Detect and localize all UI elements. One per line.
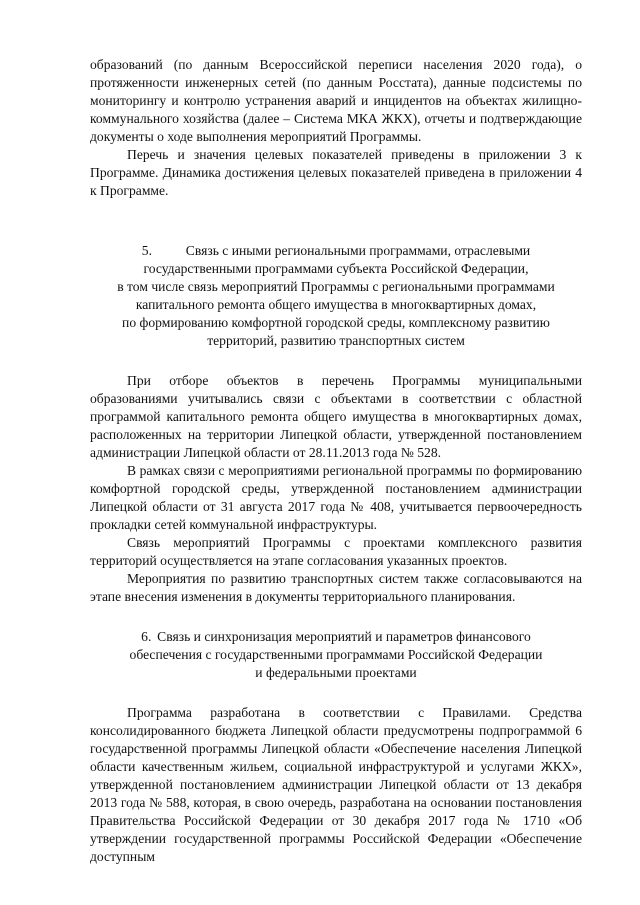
section-6-heading-line-1: 6. Связь и синхронизация мероприятий и параметров финансового (141, 629, 531, 644)
paragraph-top-1: образований (по данным Всероссийской переписи населения 2020 года), о протяженности инженерных сетей (по данным Росстата), данные подсистемы по мониторингу и контролю устранения аварий и инцидентов на объектах жилищно-коммунального хозяйства (далее – Система МКА ЖКХ), отчеты и подтверждающие документы о ходе выполнения мероприятий Программы. (90, 57, 582, 144)
section-5-heading-line-5: по формированию комфортной городской среды, комплексному развитию (122, 315, 550, 330)
section-6-heading-line-2: обеспечения с государственными программами Российской Федерации (129, 647, 543, 662)
section-5-heading-line-6: территорий, развитию транспортных систем (207, 333, 465, 348)
section-5-paragraph-1: При отборе объектов в перечень Программы муниципальными образованиями учитывались связи с объектами в соответствии с областной программой капитального ремонта общего имущества в многоквартирных домах, расположенных на территории Липецкой области, утвержденной постановлением администрации Липецкой области от 28.11.2013 года № 528. (90, 373, 582, 460)
section-5-heading-line-3: в том числе связь мероприятий Программы с региональными программами (117, 279, 555, 294)
paragraph-top-2: Перечь и значения целевых показателей приведены в приложении 3 к Программе. Динамика достижения целевых показателей приведена в приложении 4 к Программе. (90, 147, 582, 198)
section-5-number: 5. (141, 243, 152, 258)
section-5-paragraph-4: Мероприятия по развитию транспортных систем также согласовываются на этапе внесения изменения в документы территориального планирования. (90, 571, 582, 604)
section-6-paragraph-1: Программа разработана в соответствии с Правилами. Средства консолидированного бюджета Липецкой области предусмотрены подпрограммой 6 государственной программы Липецкой области «Обеспечение населения Липецкой области качественным жильем, социальной инфраструктурой и услугами ЖКХ», утвержденной постановлением администрации Липецкой области от 13 декабря 2013 года № 588, которая, в свою очередь, разработана на основании постановления Правительства Российской Федерации от 30 декабря 2017 года № 1710 «Об утверждении государственной программы Российской Федерации «Обеспечение доступным (90, 705, 582, 864)
section-5-heading-line-2: государственными программами субъекта Российской Федерации, (143, 261, 529, 276)
section-6-heading (90, 628, 582, 682)
section-5-paragraph-3: Связь мероприятий Программы с проектами комплексного развития территорий осуществляется на этапе согласования указанных проектов. (90, 535, 582, 568)
section-5-paragraph-2: В рамках связи с мероприятиями региональной программы по формированию комфортной городской среды, утвержденной постановлением администрации Липецкой области от 31 августа 2017 года № 408, учитывается первоочередность прокладки сетей коммунальной инфраструктуры. (90, 463, 582, 532)
section-6-heading-line-3: и федеральными проектами (255, 665, 417, 680)
section-5-heading-line-1: 5. Связь с иными региональными программами, отраслевыми (141, 243, 531, 258)
section-5-heading-line-4: капитального ремонта общего имущества в многоквартирных домах, (135, 297, 537, 312)
section-6-number: 6. (141, 629, 152, 644)
section-5-heading (90, 242, 582, 350)
document-page (90, 56, 582, 866)
